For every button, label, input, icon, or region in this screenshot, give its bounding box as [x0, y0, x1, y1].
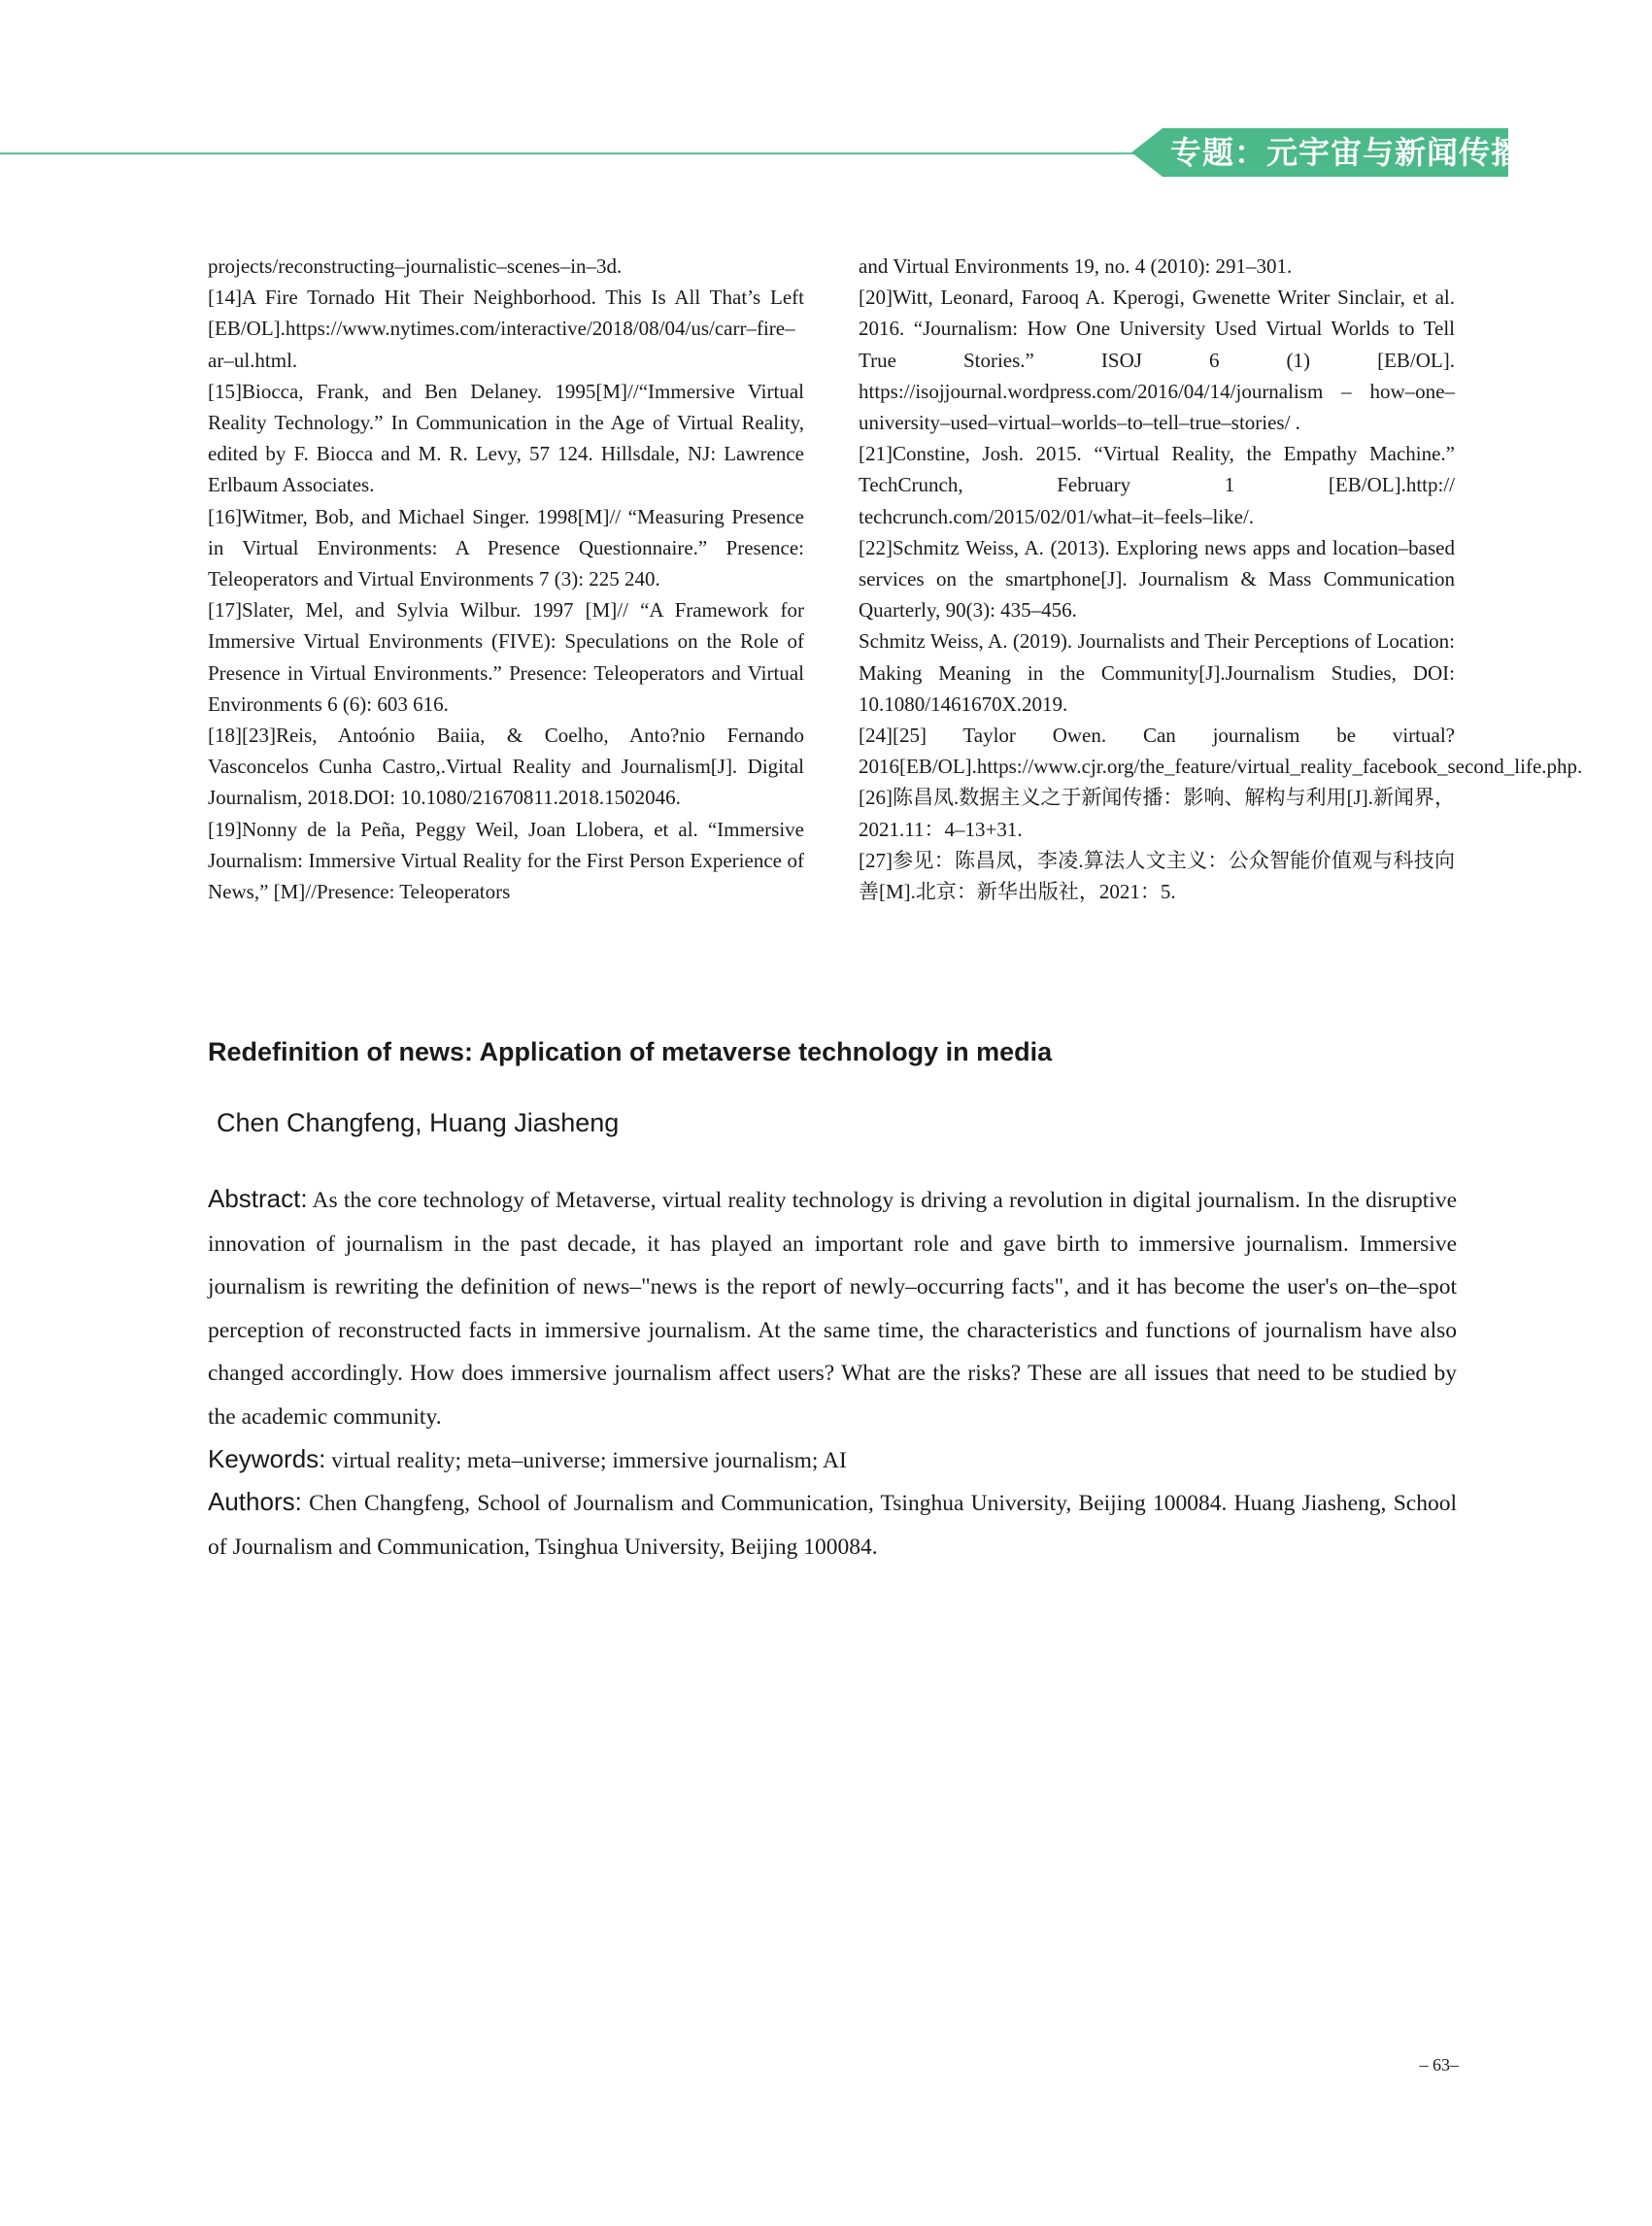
keywords-text: virtual reality; meta–universe; immersive journalism; AI: [325, 1448, 847, 1473]
reference-entry: [26]陈昌凤.数据主义之于新闻传播：影响、解构与利用[J].新闻界，2021.11：4–13+31.: [859, 786, 1455, 841]
english-authors: Chen Changfeng, Huang Jiasheng: [217, 1108, 620, 1137]
authors-info-label: Authors:: [208, 1487, 302, 1516]
reference-entry: and Virtual Environments 19, no. 4 (2010): 291–301.: [859, 254, 1293, 278]
abstract-text: As the core technology of Metaverse, virtual reality technology is driving a revolution in digital journalism. In the disruptive innovation of journalism in the past decade, it has played an important role and gave birth to immersive journalism. Immersive journalism is rewriting the definition of news–"news is the report of newly–occurring facts", and it has become the user's on–the–spot perception of reconstructed facts in immersive journalism. At the same time, the characteristics and functions of journalism have also changed accordingly. How does immersive journalism affect users? What are the risks? These are all issues that need to be studied by the academic community.: [208, 1188, 1457, 1430]
header-title: 专题：元宇宙与新闻传播: [1170, 134, 1524, 171]
reference-entry: [14]A Fire Tornado Hit Their Neighborhood. This Is All That’s Left [EB/OL].https://www.nytimes.com/interactive/2018/08/04/us/carr–fire–ar–ul.html.: [208, 286, 804, 372]
reference-entry: [17]Slater, Mel, and Sylvia Wilbur. 1997 [M]// “A Framework for Immersive Virtual Environments (FIVE): Speculations on the Role of Presence in Virtual Environments.” Presence: Teleoperators and Virtual Environments 6 (6): 603 616.: [208, 598, 804, 716]
reference-entry: [16]Witmer, Bob, and Michael Singer. 1998[M]// “Measuring Presence in Virtual Environments: A Presence Questionnaire.” Presence: Teleoperators and Virtual Environments 7 (3): 225 240.: [208, 504, 804, 591]
references-left-column: [208, 251, 804, 907]
reference-entry: [27]参见：陈昌凤，李凌.算法人文主义：公众智能价值观与科技向善[M].北京：新华出版社，2021：5.: [859, 848, 1455, 904]
reference-entry: [20]Witt, Leonard, Farooq A. Kperogi, Gwenette Writer Sinclair, et al. 2016. “Journalism: How One University Used Virtual Worlds to Tell True Stories.” ISOJ 6 (1) [EB/OL]. https://isojjournal.wordpress.com/2016/04/14/journalism – how–one– university–used–virtual–worlds–to–tell–true–stories/ .: [859, 286, 1455, 435]
reference-entry: [24][25] Taylor Owen. Can journalism be virtual?2016[EB/OL].https://www.cjr.org/the_feature/virtual_reality_facebook_second_life.php.: [859, 724, 1583, 779]
authors-info-text: Chen Changfeng, School of Journalism and Communication, Tsinghua University, Beijing 100084. Huang Jiasheng, School of Journalism and Communication, Tsinghua University, Beijing 100084.: [208, 1491, 1457, 1560]
english-title: Redefinition of news: Application of metaverse technology in media: [208, 1037, 1053, 1066]
page-number: – 63–: [1419, 2055, 1459, 2074]
authors-info-paragraph: [208, 1480, 1457, 1568]
reference-entry: [18][23]Reis, Antoónio Baiia, & Coelho, Anto?nio Fernando Vasconcelos Cunha Castro,.Virtual Reality and Journalism[J]. Digital Journalism, 2018.DOI: 10.1080/21670811.2018.1502046.: [208, 724, 804, 810]
reference-entry: [22]Schmitz Weiss, A. (2013). Exploring news apps and location–based services on the smartphone[J]. Journalism & Mass Communication Quarterly, 90(3): 435–456.: [859, 535, 1455, 623]
reference-entry: [15]Biocca, Frank, and Ben Delaney. 1995[M]//“Immersive Virtual Reality Technology.” In Communication in the Age of Virtual Reality, edited by F. Biocca and M. R. Levy, 57 124. Hillsdale, NJ: Lawrence Erlbaum Associates.: [208, 379, 804, 497]
reference-entry: projects/reconstructing–journalistic–scenes–in–3d.: [208, 254, 623, 278]
references-right-column: [859, 251, 1583, 907]
abstract-label: Abstract:: [208, 1184, 308, 1213]
header-rule: [0, 152, 1146, 154]
keywords-paragraph: [208, 1437, 1457, 1483]
reference-entry: [19]Nonny de la Peña, Peggy Weil, Joan Llobera, et al. “Immersive Journalism: Immersive Virtual Reality for the First Person Experience of News,” [M]//Presence: Teleoperators: [208, 817, 804, 904]
abstract-paragraph: [208, 1177, 1457, 1438]
keywords-label: Keywords:: [208, 1444, 326, 1473]
reference-entry: Schmitz Weiss, A. (2019). Journalists and Their Perceptions of Location: Making Meaning in the Community[J].Journalism Studies, DOI: 10.1080/1461670X.2019.: [859, 629, 1455, 716]
reference-entry: [21]Constine, Josh. 2015. “Virtual Reality, the Empathy Machine.” TechCrunch, February 1 [EB/OL].http:// techcrunch.com/2015/02/01/what–it–feels–like/.: [859, 442, 1455, 528]
